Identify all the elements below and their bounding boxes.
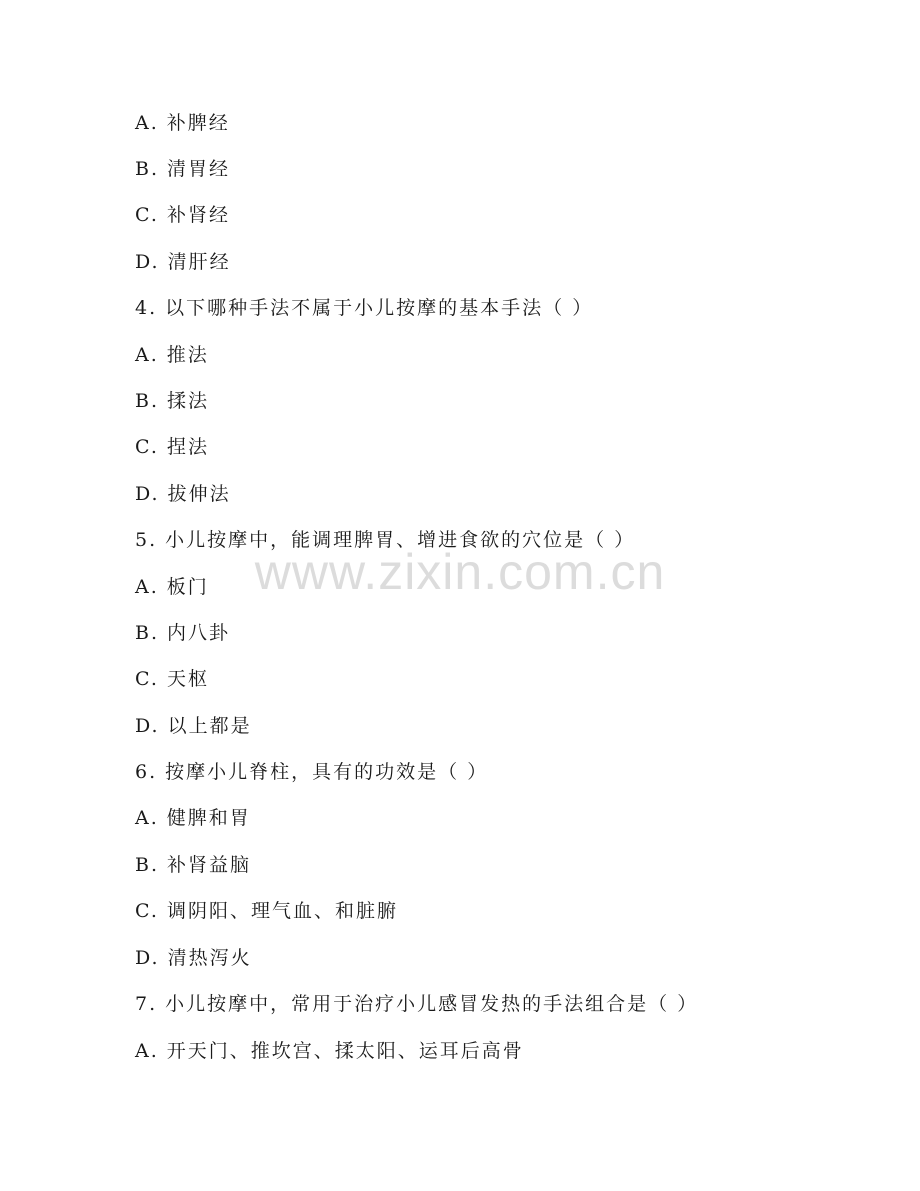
option-a-q6: A. 健脾和胃 <box>135 807 251 829</box>
option-a-q7: A. 开天门、推坎宫、揉太阳、运耳后高骨 <box>135 1040 524 1062</box>
option-a-q5: A. 板门 <box>135 576 209 598</box>
option-c-q4: C. 捏法 <box>135 436 209 458</box>
option-a-q3: A. 补脾经 <box>135 112 230 134</box>
option-b-q3: B. 清胃经 <box>135 158 231 180</box>
option-d-q4: D. 拔伸法 <box>135 483 231 505</box>
option-d-q6: D. 清热泻火 <box>135 947 252 969</box>
option-b-q5: B. 内八卦 <box>135 622 231 644</box>
watermark: www.zixin.com.cn <box>254 544 666 600</box>
option-c-q5: C. 天枢 <box>135 668 209 690</box>
option-b-q6: B. 补肾益脑 <box>135 854 252 876</box>
question-7: 7. 小儿按摩中，常用于治疗小儿感冒发热的手法组合是（ ） <box>135 993 699 1015</box>
question-6: 6. 按摩小儿脊柱，具有的功效是（ ） <box>135 761 489 783</box>
question-4: 4. 以下哪种手法不属于小儿按摩的基本手法（ ） <box>135 297 594 319</box>
option-a-q4: A. 推法 <box>135 344 209 366</box>
option-c-q6: C. 调阴阳、理气血、和脏腑 <box>135 900 398 922</box>
option-d-q3: D. 清肝经 <box>135 251 231 273</box>
option-d-q5: D. 以上都是 <box>135 715 252 737</box>
option-c-q3: C. 补肾经 <box>135 204 230 226</box>
option-b-q4: B. 揉法 <box>135 390 210 412</box>
question-5: 5. 小儿按摩中，能调理脾胃、增进食欲的穴位是（ ） <box>135 529 636 551</box>
